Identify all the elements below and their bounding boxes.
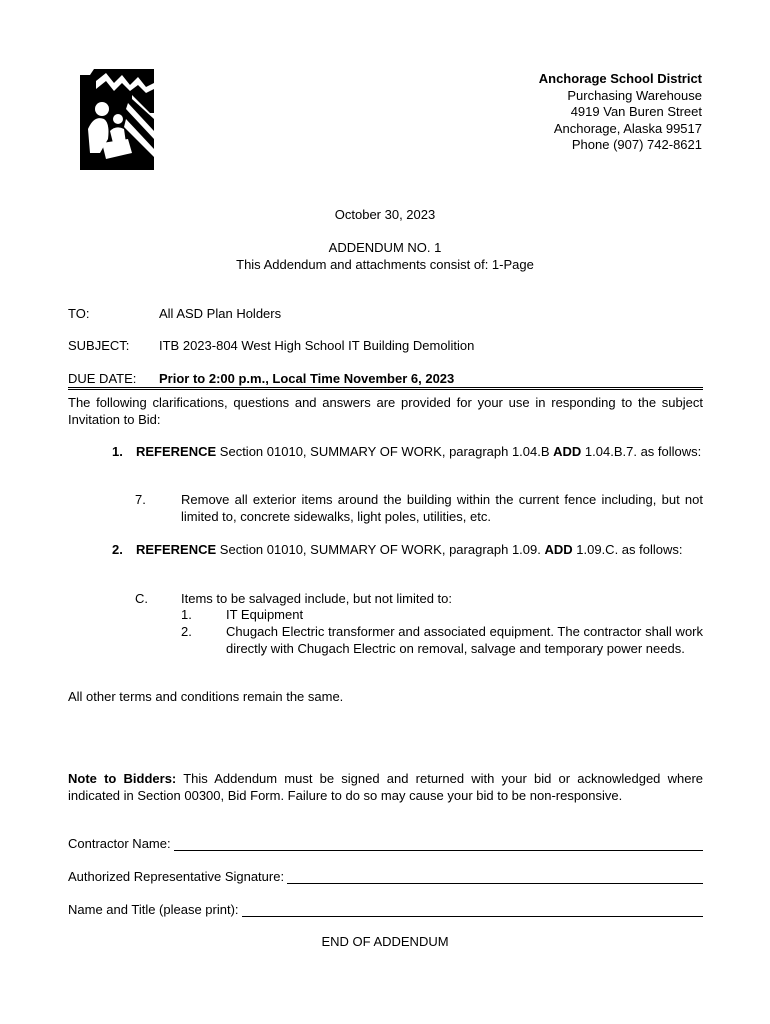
sub-item-number: 7. xyxy=(135,492,146,507)
sub-sub-item xyxy=(135,607,703,624)
note-text: This Addendum must be signed and returned with your bid or acknowledged where indicated in Section 00300, Bid Form. Failure to do so may cause your bid to be non-responsive. xyxy=(68,771,704,803)
item-text xyxy=(136,444,703,461)
item-text-part: 1.04.B.7. as follows: xyxy=(581,444,702,459)
item-text-part: Section 01010, SUMMARY OF WORK, paragraph 1.09. xyxy=(216,542,545,557)
item-text xyxy=(136,542,703,559)
sub-item-number: C. xyxy=(135,591,148,606)
item-number: 1. xyxy=(112,444,123,459)
name-title-field[interactable] xyxy=(68,902,703,917)
remain-paragraph: All other terms and conditions remain the same. xyxy=(68,689,344,704)
subject-label: SUBJECT: xyxy=(68,338,130,353)
add-label: ADD xyxy=(544,542,573,557)
addendum-page-count: This Addendum and attachments consist of: 1-Page xyxy=(236,257,534,272)
sub-item-text: Remove all exterior items around the building within the current fence including, but not limited to, concrete sidewalks, light poles, utilities, etc. xyxy=(181,492,703,524)
to-label: TO: xyxy=(68,306,90,321)
signature-line[interactable] xyxy=(287,871,703,884)
address-line: Phone (907) 742-8621 xyxy=(571,137,702,152)
name-title-label: Name and Title (please print): xyxy=(68,902,239,917)
add-label: ADD xyxy=(553,444,582,459)
org-name: Anchorage School District xyxy=(538,71,702,86)
authorized-signature-field[interactable] xyxy=(68,869,703,884)
authorized-signature-label: Authorized Representative Signature: xyxy=(68,869,285,884)
sub-sub-item-text: IT Equipment xyxy=(226,607,304,622)
sub-sub-item-number: 1. xyxy=(181,607,192,622)
reference-label: REFERENCE xyxy=(136,542,217,557)
contractor-name-label: Contractor Name: xyxy=(68,836,171,851)
sub-item-text: Items to be salvaged include, but not limited to: xyxy=(181,591,452,606)
addendum-number: ADDENDUM NO. 1 xyxy=(328,240,442,255)
list-item xyxy=(112,444,703,461)
list-item xyxy=(112,542,703,559)
sub-item xyxy=(135,591,703,608)
address-line: Anchorage, Alaska 99517 xyxy=(553,120,702,136)
address-line: Purchasing Warehouse xyxy=(567,87,702,103)
item-text-part: Section 01010, SUMMARY OF WORK, paragraph 1.04.B xyxy=(216,444,554,459)
sub-sub-item xyxy=(135,624,703,657)
letterhead-address xyxy=(539,71,702,154)
contractor-name-field[interactable] xyxy=(68,836,703,851)
intro-paragraph: The following clarifications, questions and answers are provided for your use in responding to the subject Invitation to Bid: xyxy=(68,395,703,427)
note-label: Note to Bidders: xyxy=(68,771,177,786)
address-line: 4919 Van Buren Street xyxy=(570,104,702,119)
district-logo xyxy=(80,69,154,170)
item-text-part: 1.09.C. as follows: xyxy=(572,542,683,557)
sub-sub-item-number: 2. xyxy=(181,624,192,639)
sub-sub-item-text: Chugach Electric transformer and associated equipment. The contractor shall work directly with Chugach Electric on removal, salvage and temporary power needs. xyxy=(226,624,703,656)
section-divider xyxy=(68,387,703,390)
reference-label: REFERENCE xyxy=(136,444,217,459)
due-date-value: Prior to 2:00 p.m., Local Time November 6, 2023 xyxy=(159,371,455,386)
to-value: All ASD Plan Holders xyxy=(159,306,282,321)
signature-line[interactable] xyxy=(174,838,703,851)
item-number: 2. xyxy=(112,542,123,557)
due-date-label: DUE DATE: xyxy=(68,371,137,386)
signature-line[interactable] xyxy=(242,904,703,917)
sub-item xyxy=(135,492,703,525)
note-to-bidders xyxy=(68,771,703,804)
document-date: October 30, 2023 xyxy=(334,207,436,222)
end-of-addendum: END OF ADDENDUM xyxy=(321,934,449,949)
subject-value: ITB 2023-804 West High School IT Building Demolition xyxy=(159,338,475,353)
